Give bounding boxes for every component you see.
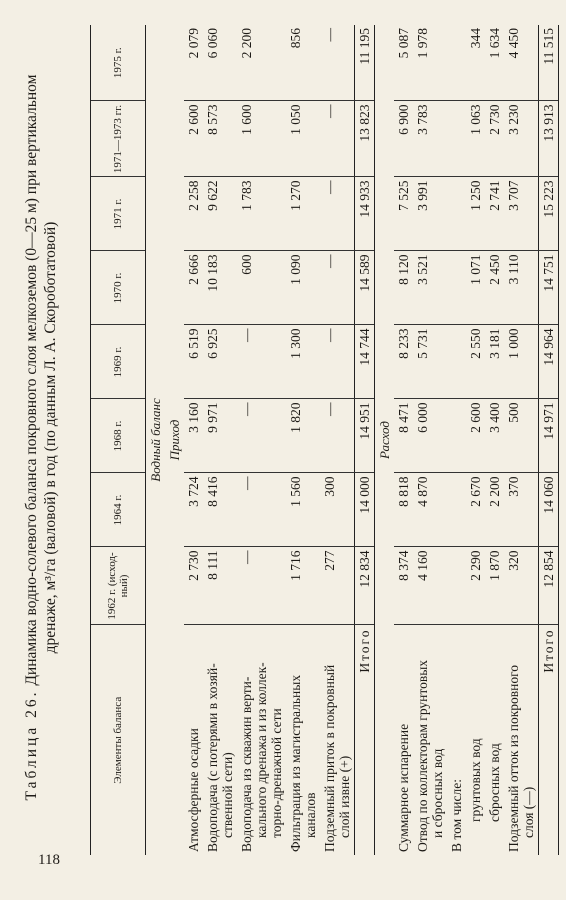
total-label: Итого xyxy=(355,625,375,855)
value-cell: 1 978 xyxy=(413,25,447,101)
value-cell xyxy=(447,547,466,625)
value-cell: — xyxy=(320,101,355,177)
row-label-line: Подземный приток в покровный xyxy=(322,664,337,852)
row-label-line: Суммарное испарение xyxy=(396,723,411,852)
value-cell: 10 183 xyxy=(203,251,237,325)
value-cell: 2 730 xyxy=(184,547,203,625)
value-cell: 2 666 xyxy=(184,251,203,325)
value-cell: 600 xyxy=(237,251,286,325)
value-cell: 3 400 xyxy=(485,399,504,473)
value-cell: 2 079 xyxy=(184,25,203,101)
value-cell: — xyxy=(237,473,286,547)
row-label-line: сбросных вод xyxy=(487,743,502,822)
value-cell: 2 290 xyxy=(466,547,485,625)
value-cell: — xyxy=(237,399,286,473)
row-label xyxy=(237,625,286,855)
total-value-cell: 14 933 xyxy=(355,177,375,251)
value-cell xyxy=(447,325,466,399)
value-cell: 6 925 xyxy=(203,325,237,399)
total-value-cell: 14 751 xyxy=(539,251,559,325)
table-row xyxy=(466,25,485,855)
section-title-water-balance: Водный баланс xyxy=(148,398,163,482)
caption-subtitle: дренаже, м³/га (валовой) в год (по данным Л. А. Скороботатовой) xyxy=(42,221,59,654)
value-cell: 1 300 xyxy=(286,325,320,399)
value-cell: 4 160 xyxy=(413,547,447,625)
value-cell: 8 416 xyxy=(203,473,237,547)
table-row xyxy=(320,25,355,855)
value-cell: 1 870 xyxy=(485,547,504,625)
table-row xyxy=(447,25,466,855)
value-cell: 1 600 xyxy=(237,101,286,177)
total-row xyxy=(355,25,375,855)
value-cell: — xyxy=(237,325,286,399)
value-cell: 1 634 xyxy=(485,25,504,101)
value-cell: 8 818 xyxy=(394,473,413,547)
row-label xyxy=(203,625,237,855)
value-cell: 3 521 xyxy=(413,251,447,325)
value-cell: 3 707 xyxy=(504,177,539,251)
value-cell: 2 600 xyxy=(466,399,485,473)
value-cell: 2 450 xyxy=(485,251,504,325)
header-cell: 1962 г. (исход-ный) xyxy=(91,547,146,625)
value-cell: 8 233 xyxy=(394,325,413,399)
header-cell: 1971—1973 гг. xyxy=(91,101,146,177)
page-number: 118 xyxy=(38,852,60,868)
row-label-line: торно-дренажной сети xyxy=(269,708,284,838)
value-cell: — xyxy=(320,177,355,251)
value-cell: 1 000 xyxy=(504,325,539,399)
total-row xyxy=(539,25,559,855)
value-cell: 3 724 xyxy=(184,473,203,547)
total-value-cell: 12 854 xyxy=(539,547,559,625)
value-cell: 2 200 xyxy=(237,25,286,101)
section-title-expense: Расход xyxy=(377,421,392,459)
row-label-line: и сбросных вод xyxy=(430,748,445,838)
value-cell: 1 090 xyxy=(286,251,320,325)
row-label-line: кального дренажа и из коллек- xyxy=(254,662,269,838)
value-cell: 500 xyxy=(504,399,539,473)
table-row xyxy=(184,25,203,855)
section-row xyxy=(375,25,395,855)
value-cell xyxy=(447,473,466,547)
table-row xyxy=(394,25,413,855)
header-cell: 1969 г. xyxy=(91,325,146,399)
row-label xyxy=(447,625,466,855)
total-value-cell: 14 060 xyxy=(539,473,559,547)
total-value-cell: 14 951 xyxy=(355,399,375,473)
total-value-cell: 14 744 xyxy=(355,325,375,399)
value-cell xyxy=(447,251,466,325)
row-label-line: слоя (—) xyxy=(521,786,536,838)
value-cell: 2 550 xyxy=(466,325,485,399)
value-cell: 2 730 xyxy=(485,101,504,177)
value-cell: 1 820 xyxy=(286,399,320,473)
total-label: Итого xyxy=(539,625,559,855)
header-cell: Элементы баланса xyxy=(91,625,146,855)
value-cell: 1 050 xyxy=(286,101,320,177)
value-cell xyxy=(447,25,466,101)
row-label xyxy=(184,625,203,855)
row-label-line: грунтовых вод xyxy=(468,738,483,822)
value-cell: 2 258 xyxy=(184,177,203,251)
value-cell: 1 270 xyxy=(286,177,320,251)
table-body xyxy=(146,25,559,855)
value-cell: 300 xyxy=(320,473,355,547)
value-cell: 2 200 xyxy=(485,473,504,547)
row-label xyxy=(286,625,320,855)
total-value-cell: 14 589 xyxy=(355,251,375,325)
row-label-line: каналов xyxy=(303,792,318,838)
value-cell: 6 519 xyxy=(184,325,203,399)
total-value-cell: 15 223 xyxy=(539,177,559,251)
value-cell: 9 622 xyxy=(203,177,237,251)
table-row xyxy=(286,25,320,855)
value-cell: 3 230 xyxy=(504,101,539,177)
value-cell xyxy=(447,101,466,177)
total-value-cell: 11 515 xyxy=(539,25,559,101)
water-balance-table xyxy=(90,25,559,855)
value-cell: — xyxy=(320,399,355,473)
total-value-cell: 14 964 xyxy=(539,325,559,399)
total-value-cell: 14 971 xyxy=(539,399,559,473)
row-label-line: Подземный отток из покровного xyxy=(506,664,521,852)
value-cell: 1 716 xyxy=(286,547,320,625)
value-cell: 2 670 xyxy=(466,473,485,547)
row-label-line: Отвод по коллекторам грунтовых xyxy=(415,659,430,852)
value-cell: 3 991 xyxy=(413,177,447,251)
row-label-line: Атмосферные осадки xyxy=(186,728,201,852)
value-cell: 6 060 xyxy=(203,25,237,101)
header-cell: 1975 г. xyxy=(91,25,146,101)
value-cell: 8 120 xyxy=(394,251,413,325)
row-label xyxy=(504,625,539,855)
value-cell: 7 525 xyxy=(394,177,413,251)
table-row xyxy=(413,25,447,855)
value-cell: 8 471 xyxy=(394,399,413,473)
value-cell: — xyxy=(320,25,355,101)
total-value-cell: 12 834 xyxy=(355,547,375,625)
value-cell: 2 600 xyxy=(184,101,203,177)
value-cell: 3 110 xyxy=(504,251,539,325)
value-cell: 9 971 xyxy=(203,399,237,473)
value-cell xyxy=(447,177,466,251)
value-cell: 2 741 xyxy=(485,177,504,251)
value-cell: 1 071 xyxy=(466,251,485,325)
total-value-cell: 11 195 xyxy=(355,25,375,101)
table-row xyxy=(203,25,237,855)
value-cell: 370 xyxy=(504,473,539,547)
section-row xyxy=(146,25,166,855)
table-row xyxy=(237,25,286,855)
value-cell: — xyxy=(237,547,286,625)
row-label-line: В том числе: xyxy=(449,779,464,852)
value-cell: 277 xyxy=(320,547,355,625)
rotated-table-block xyxy=(10,20,556,855)
table-caption xyxy=(22,20,60,855)
total-value-cell: 13 913 xyxy=(539,101,559,177)
total-value-cell: 13 823 xyxy=(355,101,375,177)
value-cell: 4 870 xyxy=(413,473,447,547)
value-cell: 6 000 xyxy=(413,399,447,473)
value-cell: 3 783 xyxy=(413,101,447,177)
row-label xyxy=(320,625,355,855)
value-cell xyxy=(447,399,466,473)
row-label-line: слой извне (+) xyxy=(337,755,352,838)
value-cell: 1 250 xyxy=(466,177,485,251)
total-value-cell: 14 000 xyxy=(355,473,375,547)
value-cell: 1 783 xyxy=(237,177,286,251)
row-label-line: ственной сети) xyxy=(220,752,235,838)
header-cell: 1968 г. xyxy=(91,399,146,473)
header-cell: 1970 г. xyxy=(91,251,146,325)
row-label xyxy=(466,625,485,855)
header-cell: 1971 г. xyxy=(91,177,146,251)
value-cell: 8 374 xyxy=(394,547,413,625)
header-cell: 1964 г. xyxy=(91,473,146,547)
row-label-line: Водоподача из скважин верти- xyxy=(239,676,254,852)
value-cell: 344 xyxy=(466,25,485,101)
table-header-row xyxy=(91,25,146,855)
value-cell: 3 181 xyxy=(485,325,504,399)
value-cell: — xyxy=(320,251,355,325)
value-cell: 856 xyxy=(286,25,320,101)
value-cell: 5 731 xyxy=(413,325,447,399)
value-cell: 6 900 xyxy=(394,101,413,177)
caption-label: Таблица 26. xyxy=(23,689,40,801)
value-cell: 320 xyxy=(504,547,539,625)
value-cell: 3 160 xyxy=(184,399,203,473)
row-label xyxy=(413,625,447,855)
value-cell: 4 450 xyxy=(504,25,539,101)
row-label-line: Водоподача (с потерями в хозяй- xyxy=(205,663,220,852)
value-cell: 1 063 xyxy=(466,101,485,177)
table-row xyxy=(504,25,539,855)
row-label xyxy=(485,625,504,855)
section-title-income: Приход xyxy=(167,419,182,461)
section-row xyxy=(165,25,184,855)
value-cell: 8 573 xyxy=(203,101,237,177)
caption-title: Динамика водно-солевого баланса покровного слоя мелкоземов (0—25 м) при вертикальном xyxy=(23,74,40,686)
value-cell: — xyxy=(320,325,355,399)
row-label xyxy=(394,625,413,855)
row-label-line: Фильтрация из магистральных xyxy=(288,674,303,852)
table-row xyxy=(485,25,504,855)
value-cell: 5 087 xyxy=(394,25,413,101)
value-cell: 8 111 xyxy=(203,547,237,625)
value-cell: 1 560 xyxy=(286,473,320,547)
